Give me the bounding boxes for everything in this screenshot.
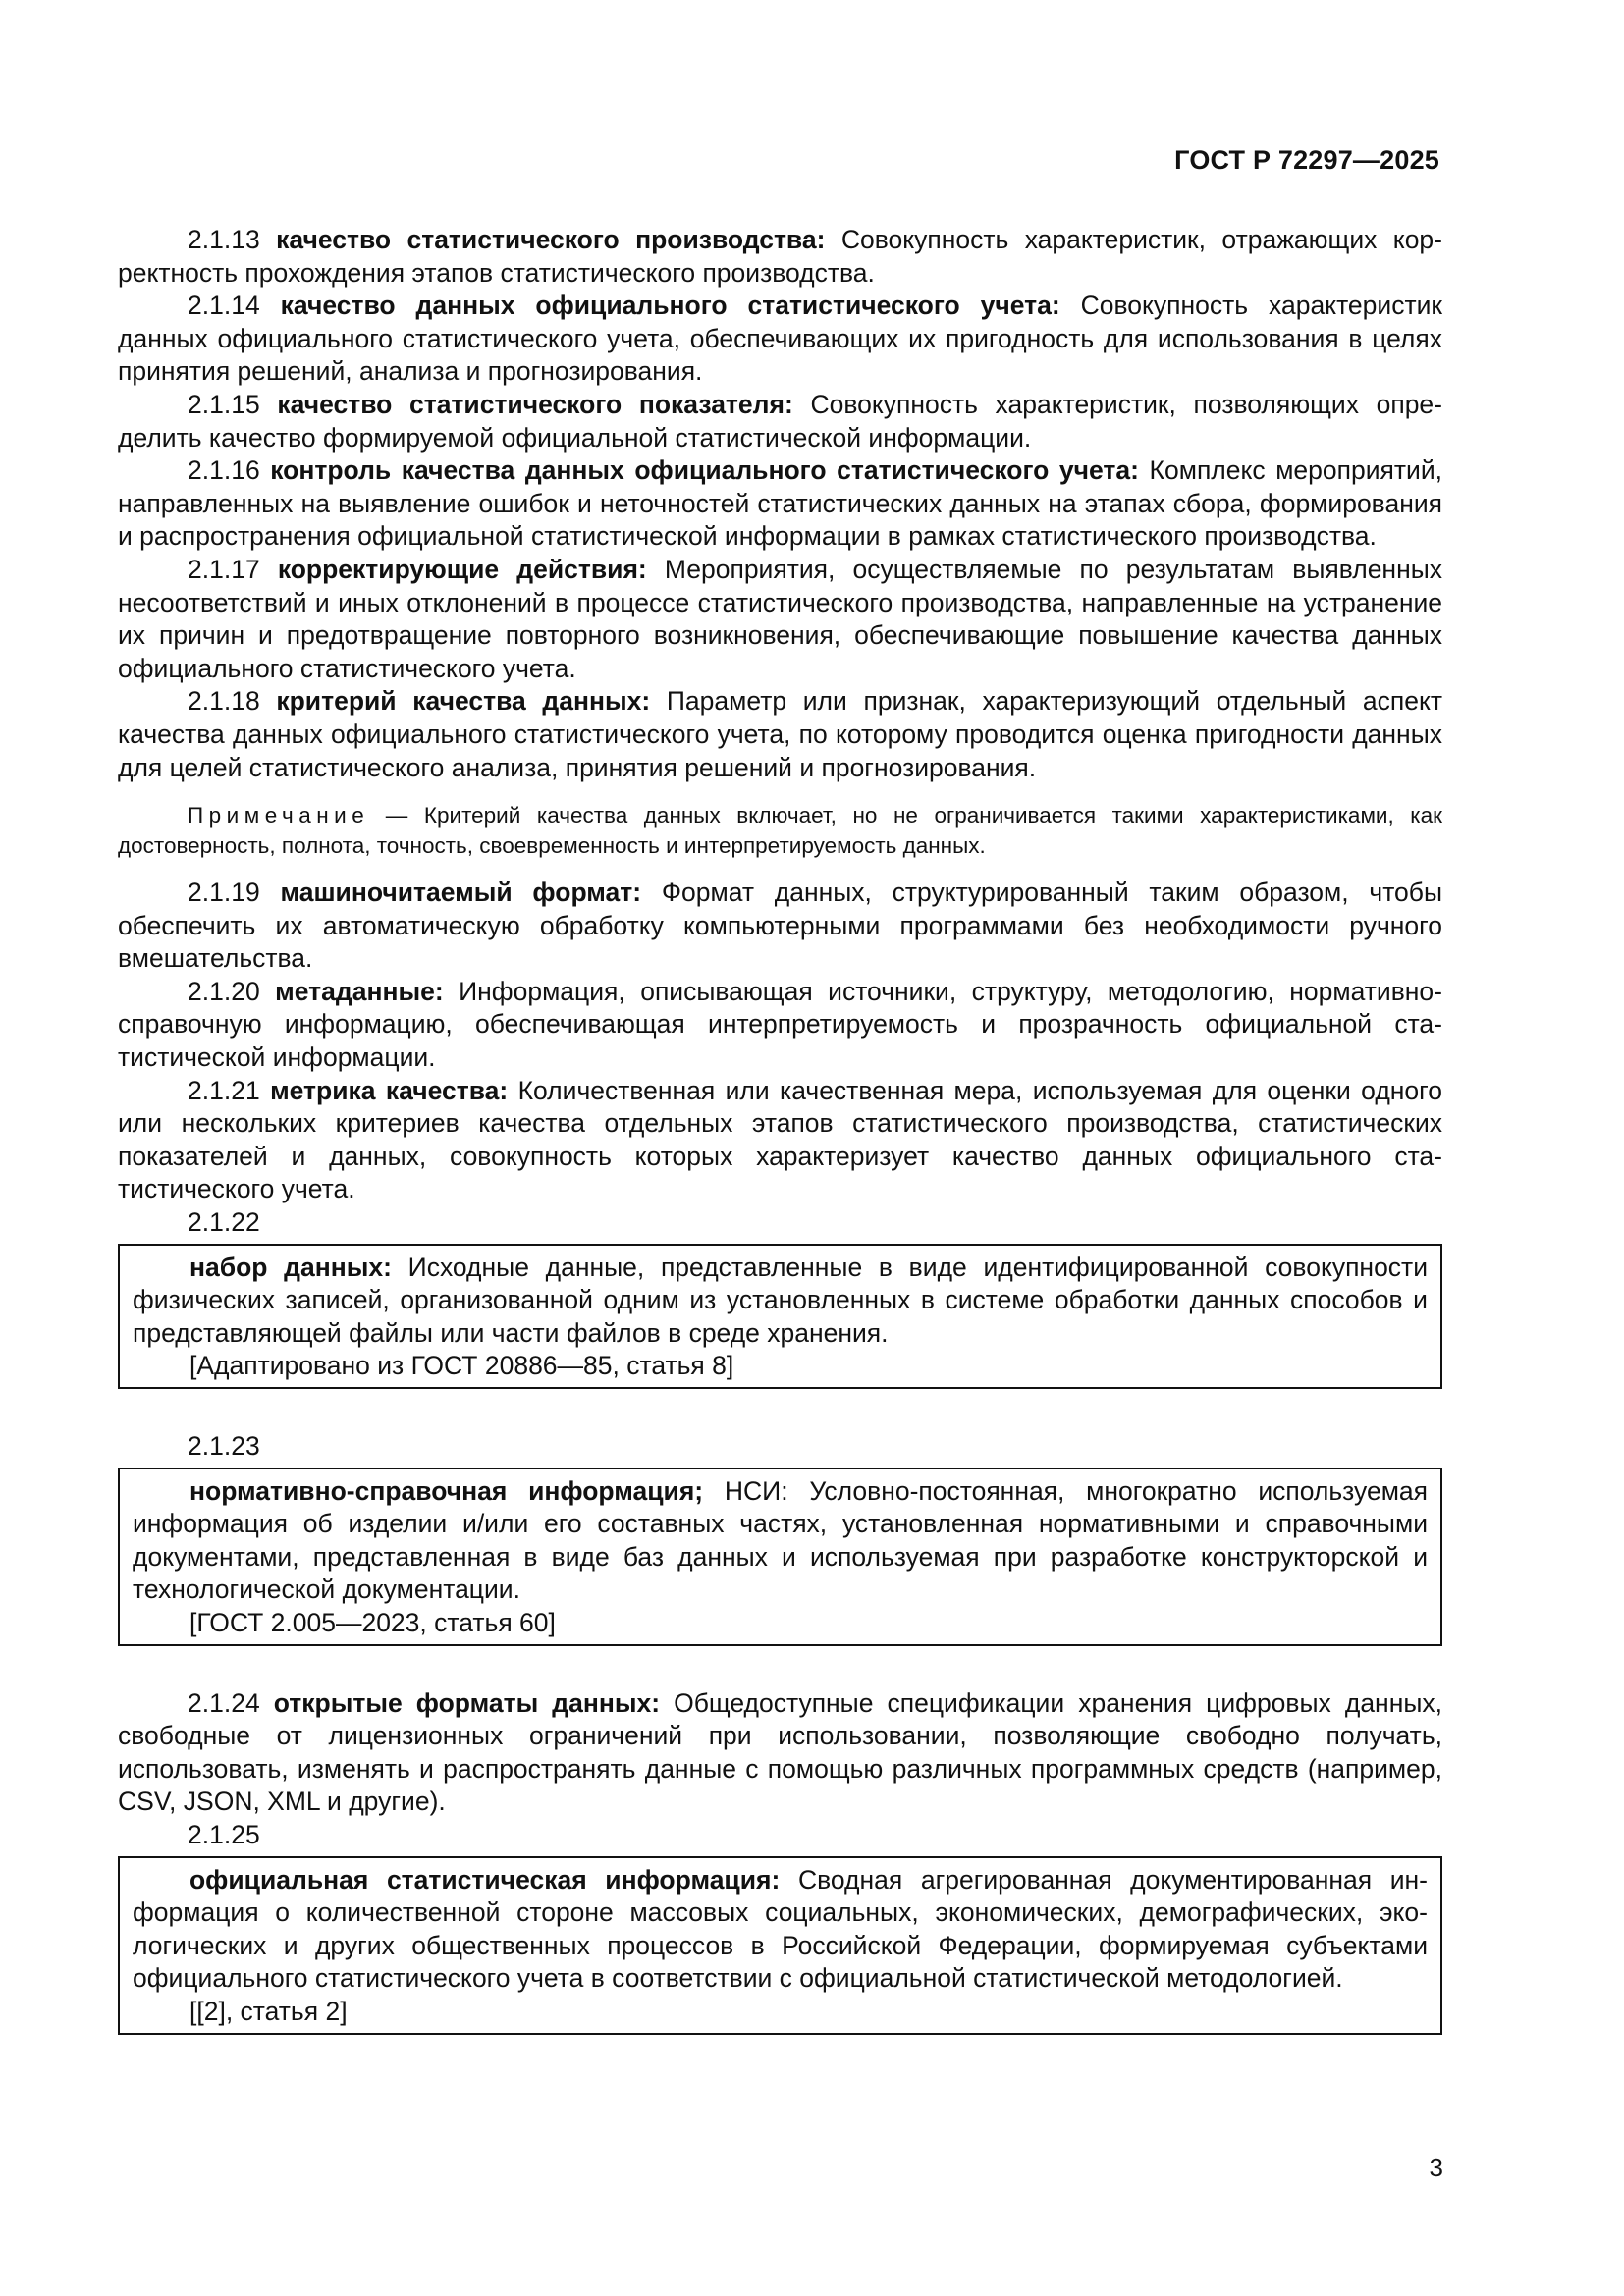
entry-number: 2.1.17 [188, 554, 260, 584]
definition-2-1-17 [118, 554, 1442, 685]
definition-2-1-21 [118, 1075, 1442, 1206]
term: контроль качества данных официального статистического учета: [270, 455, 1139, 486]
term: корректирующие действия: [277, 554, 647, 584]
definition-text: Исходные данные, представленные в виде идентифицированной совокупности физических записей, организованной одним из установленных в системе обработки данных способов и представляющей файлы или части файлов в среде хранения. [133, 1252, 1428, 1348]
definition-text: Информация, описывающая источники, структуру, методологию, нормативно-справочную информацию, обеспечивающая интерпретируемость и прозрачность официальной статистической информации. [118, 976, 1442, 1073]
quoted-definition-box-2-1-23 [118, 1468, 1442, 1646]
definition-2-1-18 [118, 685, 1442, 784]
quoted-definition-box-2-1-25 [118, 1856, 1442, 2035]
definition-text: Параметр или признак, характеризующий отдельный аспект качества данных официального статистического учета, по которому проводится оценка пригодности данных для целей статистического анализа, принятия решений и прогнозирования. [118, 686, 1442, 782]
definition-2-1-19 [118, 877, 1442, 976]
entry-number: 2.1.18 [188, 686, 260, 717]
entry-number: 2.1.19 [188, 878, 260, 908]
definition-text: Общедоступные спецификации хранения цифровых данных, свободные от лицензионных ограничений при использовании, позволяющие свободно получать, использовать, изменять и распространять данные с помощью различных программных средств (например, CSV, JSON, XML и другие). [118, 1687, 1442, 1817]
entry-number: 2.1.21 [188, 1075, 260, 1105]
definition-2-1-15 [118, 389, 1442, 454]
term: качество статистического производства: [276, 225, 826, 254]
note-label: Примечание [188, 803, 370, 828]
term: качество статистического показателя: [277, 389, 793, 419]
note-text: — Критерий качества данных включает, но не ограничивается такими характеристиками, как достоверность, полнота, точность, своевременность и интерпретируемость данных. [118, 803, 1442, 859]
definition-text: Совокупность характеристик, позволяющих определить качество формируемой официальной статистической информации. [118, 389, 1442, 453]
definition-text: Формат данных, структурированный таким образом, чтобы обеспечить их автоматическую обработку компьютерными программами без необходимости ручного вмешательства. [118, 878, 1442, 974]
boxed-definition [133, 1475, 1428, 1607]
definition-2-1-20 [118, 976, 1442, 1075]
definition-2-1-14 [118, 290, 1442, 389]
document-header: ГОСТ Р 72297—2025 [1174, 145, 1439, 175]
document-body [118, 224, 1442, 2035]
definition-text: Количественная или качественная мера, используемая для оценки одного или нескольких критериев качества отдельных этапов статистического производства, статистических показателей и данных, совокупность которых характеризует качество данных официального статистического учета. [118, 1075, 1442, 1204]
term: качество данных официального статистического учета: [280, 291, 1060, 321]
term: набор данных: [189, 1252, 392, 1282]
spacer [118, 1389, 1442, 1430]
term: метрика качества: [270, 1075, 509, 1105]
entry-number: 2.1.24 [188, 1687, 260, 1718]
term: машиночитаемый формат: [280, 878, 642, 908]
entry-number-2-1-25: 2.1.25 [188, 1819, 260, 1849]
term: открытые форматы данных: [273, 1687, 661, 1718]
definition-2-1-24 [118, 1687, 1442, 1819]
entry-number: 2.1.20 [188, 976, 260, 1006]
definition-2-1-13 [118, 224, 1442, 290]
entry-number: 2.1.15 [188, 389, 260, 419]
definition-text: Совокупность характеристик данных официального статистического учета, обеспечивающих их пригодность для использования в целях принятия решений, анализа и прогнозирования. [118, 291, 1442, 387]
source-reference: [ГОСТ 2.005—2023, статья 60] [189, 1607, 556, 1637]
term: официальная статистическая информация: [189, 1864, 781, 1895]
definition-text: Мероприятия, осуществляемые по результатам выявленных несоответствий и иных отклонений в процессе статистического производства, направленные на устранение их причин и предотвращение повторного возникновения, обеспечивающие повышение качества данных официального статистического учета. [118, 554, 1443, 683]
definition-text: Комплекс мероприятий, направленных на выявление ошибок и неточностей статистических данных на этапах сбора, формирования и распространения официальной статистической информации в рамках статистического производства. [118, 455, 1442, 552]
quoted-definition-box-2-1-22 [118, 1244, 1442, 1389]
page-number: 3 [1429, 2153, 1443, 2182]
term: метаданные: [275, 976, 444, 1006]
entry-number: 2.1.14 [188, 291, 260, 321]
source-reference: [[2], статья 2] [189, 1996, 348, 2026]
entry-number-2-1-23: 2.1.23 [188, 1431, 260, 1461]
entry-number: 2.1.13 [188, 225, 260, 254]
term: нормативно-справочная информация; [189, 1475, 704, 1506]
entry-number: 2.1.16 [188, 455, 260, 486]
definition-text: Совокупность характеристик, отражающих корректность прохождения этапов статистического производства. [118, 225, 1442, 288]
boxed-definition [133, 1864, 1428, 1996]
spacer [118, 1646, 1442, 1687]
note [118, 800, 1442, 861]
definition-2-1-16 [118, 454, 1442, 554]
definition-text: Сводная агрегированная документированная информация о количественной стороне массовых социальных, экономических, демографических, экологических и других общественных процессов в Российской Федерации, формируемая субъектами официального статистического учета в соответствии с официальной статистической методологией. [133, 1864, 1428, 1994]
term: критерий качества данных: [276, 686, 651, 717]
boxed-definition [133, 1252, 1428, 1351]
source-reference: [Адаптировано из ГОСТ 20886—85, статья 8] [189, 1351, 734, 1381]
definition-text: НСИ: Условно-постоянная, многократно используемая информация об изделии и/или его составных частях, установленная нормативными и справочными документами, представленная в виде баз данных и используемая при разработке конструкторской и технологической документации. [133, 1475, 1429, 1605]
entry-number-2-1-22: 2.1.22 [188, 1207, 260, 1238]
